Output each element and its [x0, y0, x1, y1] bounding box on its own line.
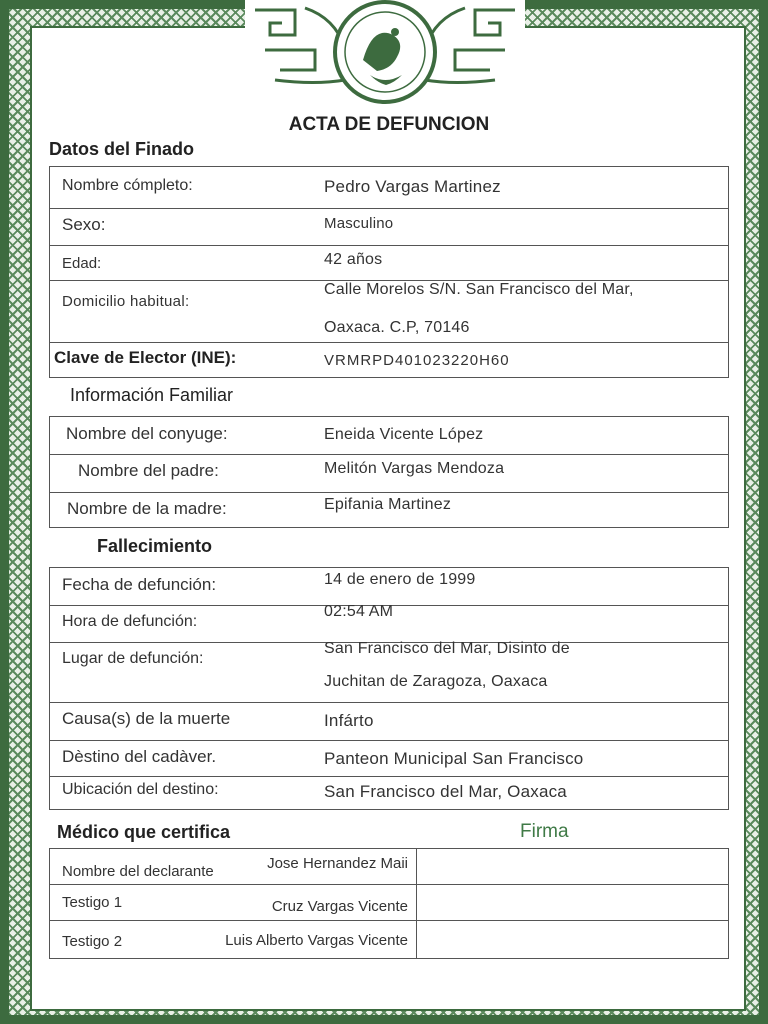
value-hora: 02:54 AM	[324, 603, 394, 620]
row-domicilio	[50, 280, 728, 342]
section-title-medico: Médico que certifica	[57, 822, 231, 842]
section-title-fallecimiento: Fallecimiento	[97, 536, 213, 556]
label-padre: Nombre del padre:	[78, 461, 219, 480]
row-fecha	[50, 567, 728, 605]
label-fecha: Fecha de defunción:	[62, 575, 217, 594]
section-title-finado: Datos del Finado	[49, 139, 195, 159]
document-title: ACTA DE DEFUNCION	[288, 114, 490, 135]
table-fallecimiento	[49, 567, 729, 810]
table-familiar	[49, 416, 729, 528]
value-domicilio-line-2: Oaxaca. C.P, 70146	[324, 319, 470, 336]
row-hora	[50, 605, 728, 642]
firma-heading: Firma	[520, 821, 569, 842]
label-causa: Causa(s) de la muerte	[62, 709, 231, 728]
coat-of-arms-seal	[245, 0, 525, 110]
value-conyuge: Eneida Vicente López	[324, 426, 484, 443]
value-nombre: Pedro Vargas Martinez	[324, 177, 501, 196]
label-domicilio: Domicilio habitual:	[62, 293, 190, 310]
value-clave: VRMRPD401023220H60	[324, 352, 510, 369]
row-causa	[50, 702, 728, 740]
row-sexo	[50, 208, 728, 245]
row-conyuge	[50, 416, 728, 454]
table-firmas	[49, 848, 729, 959]
value-fecha: 14 de enero de 1999	[324, 571, 476, 588]
row-nombre	[50, 166, 728, 208]
value-padre: Melitón Vargas Mendoza	[324, 460, 505, 477]
value-testigo-1: Cruz Vargas Vicente	[271, 898, 408, 915]
value-lugar-line-1: San Francisco del Mar, Disinto de	[324, 640, 570, 657]
label-testigo-2: Testigo 2	[62, 933, 123, 950]
label-madre: Nombre de la madre:	[67, 499, 227, 518]
value-declarante: Jose Hernandez Maii	[267, 855, 408, 872]
row-ubicacion	[50, 776, 728, 810]
row-clave	[50, 342, 728, 378]
value-ubicacion: San Francisco del Mar, Oaxaca	[324, 782, 567, 801]
value-edad: 42 años	[324, 251, 383, 268]
label-destino: Dèstino del cadàver.	[62, 747, 217, 766]
row-testigo-1	[50, 885, 728, 921]
value-testigo-2: Luis Alberto Vargas Vicente	[225, 932, 408, 949]
section-title-familiar: Información Familiar	[70, 385, 234, 405]
label-sexo: Sexo:	[62, 215, 106, 234]
row-declarante	[50, 849, 728, 885]
label-conyuge: Nombre del conyuge:	[66, 424, 228, 443]
value-madre: Epifania Martinez	[324, 496, 452, 513]
row-madre	[50, 492, 728, 528]
label-declarante: Nombre del declarante	[62, 863, 214, 880]
row-testigo-2	[50, 921, 728, 958]
eagle-seal-icon	[245, 0, 525, 110]
value-domicilio-line-1: Calle Morelos S/N. San Francisco del Mar,	[324, 281, 634, 298]
value-sexo: Masculino	[324, 215, 394, 232]
value-causa: Infárto	[324, 711, 374, 730]
row-destino	[50, 740, 728, 776]
label-nombre: Nombre cómpleto:	[62, 177, 193, 194]
table-finado	[49, 166, 729, 378]
label-ubicacion: Ubicación del destino:	[62, 781, 219, 798]
label-testigo-1: Testigo 1	[62, 894, 123, 911]
row-edad	[50, 245, 728, 280]
label-clave: Clave de Elector (INE):	[54, 348, 237, 367]
row-lugar	[50, 642, 728, 702]
value-lugar-line-2: Juchitan de Zaragoza, Oaxaca	[324, 673, 548, 690]
label-edad: Edad:	[62, 255, 102, 272]
label-lugar: Lugar de defunción:	[62, 650, 204, 667]
value-destino: Panteon Municipal San Francisco	[324, 749, 584, 768]
row-padre	[50, 454, 728, 492]
label-hora: Hora de defunción:	[62, 613, 198, 630]
